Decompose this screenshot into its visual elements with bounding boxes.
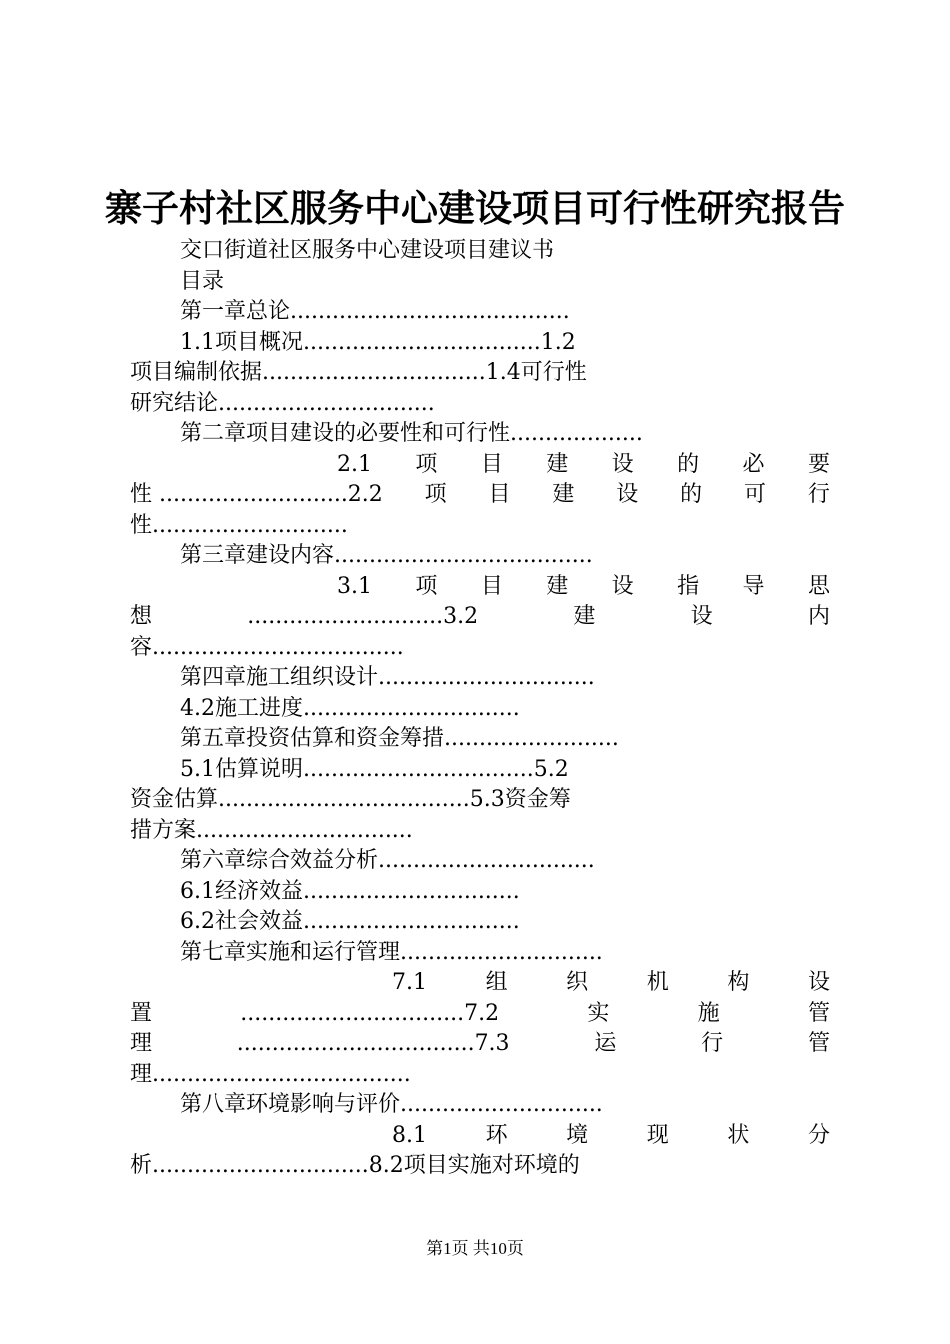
toc-line-justified: 3.1 项 目 建 设 指 导 思 [337, 573, 830, 599]
toc-line-justified: 8.1 环 境 现 状 分 [392, 1122, 830, 1148]
toc-chapter-5: 第五章投资估算和资金筹措......................... [180, 726, 619, 751]
toc-line-justified: 想 ............................3.2 建 设 内 [130, 604, 830, 629]
toc-line: 资金估算....................................5.3资金筹 [130, 787, 571, 812]
toc-line: 4.2施工进度............................... [180, 695, 520, 721]
toc-line-justified: 7.1 组 织 机 构 设 [392, 970, 830, 995]
toc-chapter-8: 第八章环境影响与评价............................. [180, 1092, 603, 1117]
subtitle: 交口街道社区服务中心建设项目建议书 [180, 238, 555, 263]
toc-chapter-7: 第七章实施和运行管理............................. [180, 939, 603, 965]
toc-line-justified: 2.1 项 目 建 设 的 必 要 [337, 451, 830, 477]
toc-line: 理..................................... [130, 1061, 411, 1087]
toc-line: 6.1经济效益............................... [180, 878, 520, 904]
toc-line: 容.................................... [130, 634, 404, 660]
toc-line: 性............................ [130, 512, 348, 538]
toc-line: 研究结论............................... [130, 390, 435, 416]
toc-line-justified: 性 ...........................2.2 项 目 建 设 的 可 行 [130, 482, 830, 507]
toc-chapter-1: 第一章总论........................................ [180, 299, 570, 324]
toc-chapter-3: 第三章建设内容..................................... [180, 543, 593, 568]
document-title: 寨子村社区服务中心建设项目可行性研究报告 [105, 186, 845, 230]
toc-chapter-6: 第六章综合效益分析............................... [180, 848, 595, 873]
toc-line-justified: 置 ................................7.2 实 施 管 [130, 1000, 830, 1026]
page-number: 第1页 共10页 [426, 1239, 524, 1258]
toc-line-justified: 理 ..................................7.3 运 行 管 [130, 1031, 830, 1056]
toc-line: 措方案............................... [130, 817, 413, 843]
toc-heading: 目录 [180, 268, 225, 294]
document-body [130, 236, 830, 1182]
toc-line: 项目编制依据................................1.4可行性 [130, 360, 587, 385]
toc-line: 6.2社会效益............................... [180, 909, 520, 934]
toc-chapter-4: 第四章施工组织设计............................... [180, 665, 595, 690]
toc-line: 析...............................8.2项目实施对环境的 [130, 1153, 580, 1178]
toc-chapter-2: 第二章项目建设的必要性和可行性................... [180, 421, 643, 446]
toc-line: 5.1估算说明.................................5.2 [180, 756, 569, 782]
toc-line: 1.1项目概况..................................1.2 [180, 329, 576, 355]
